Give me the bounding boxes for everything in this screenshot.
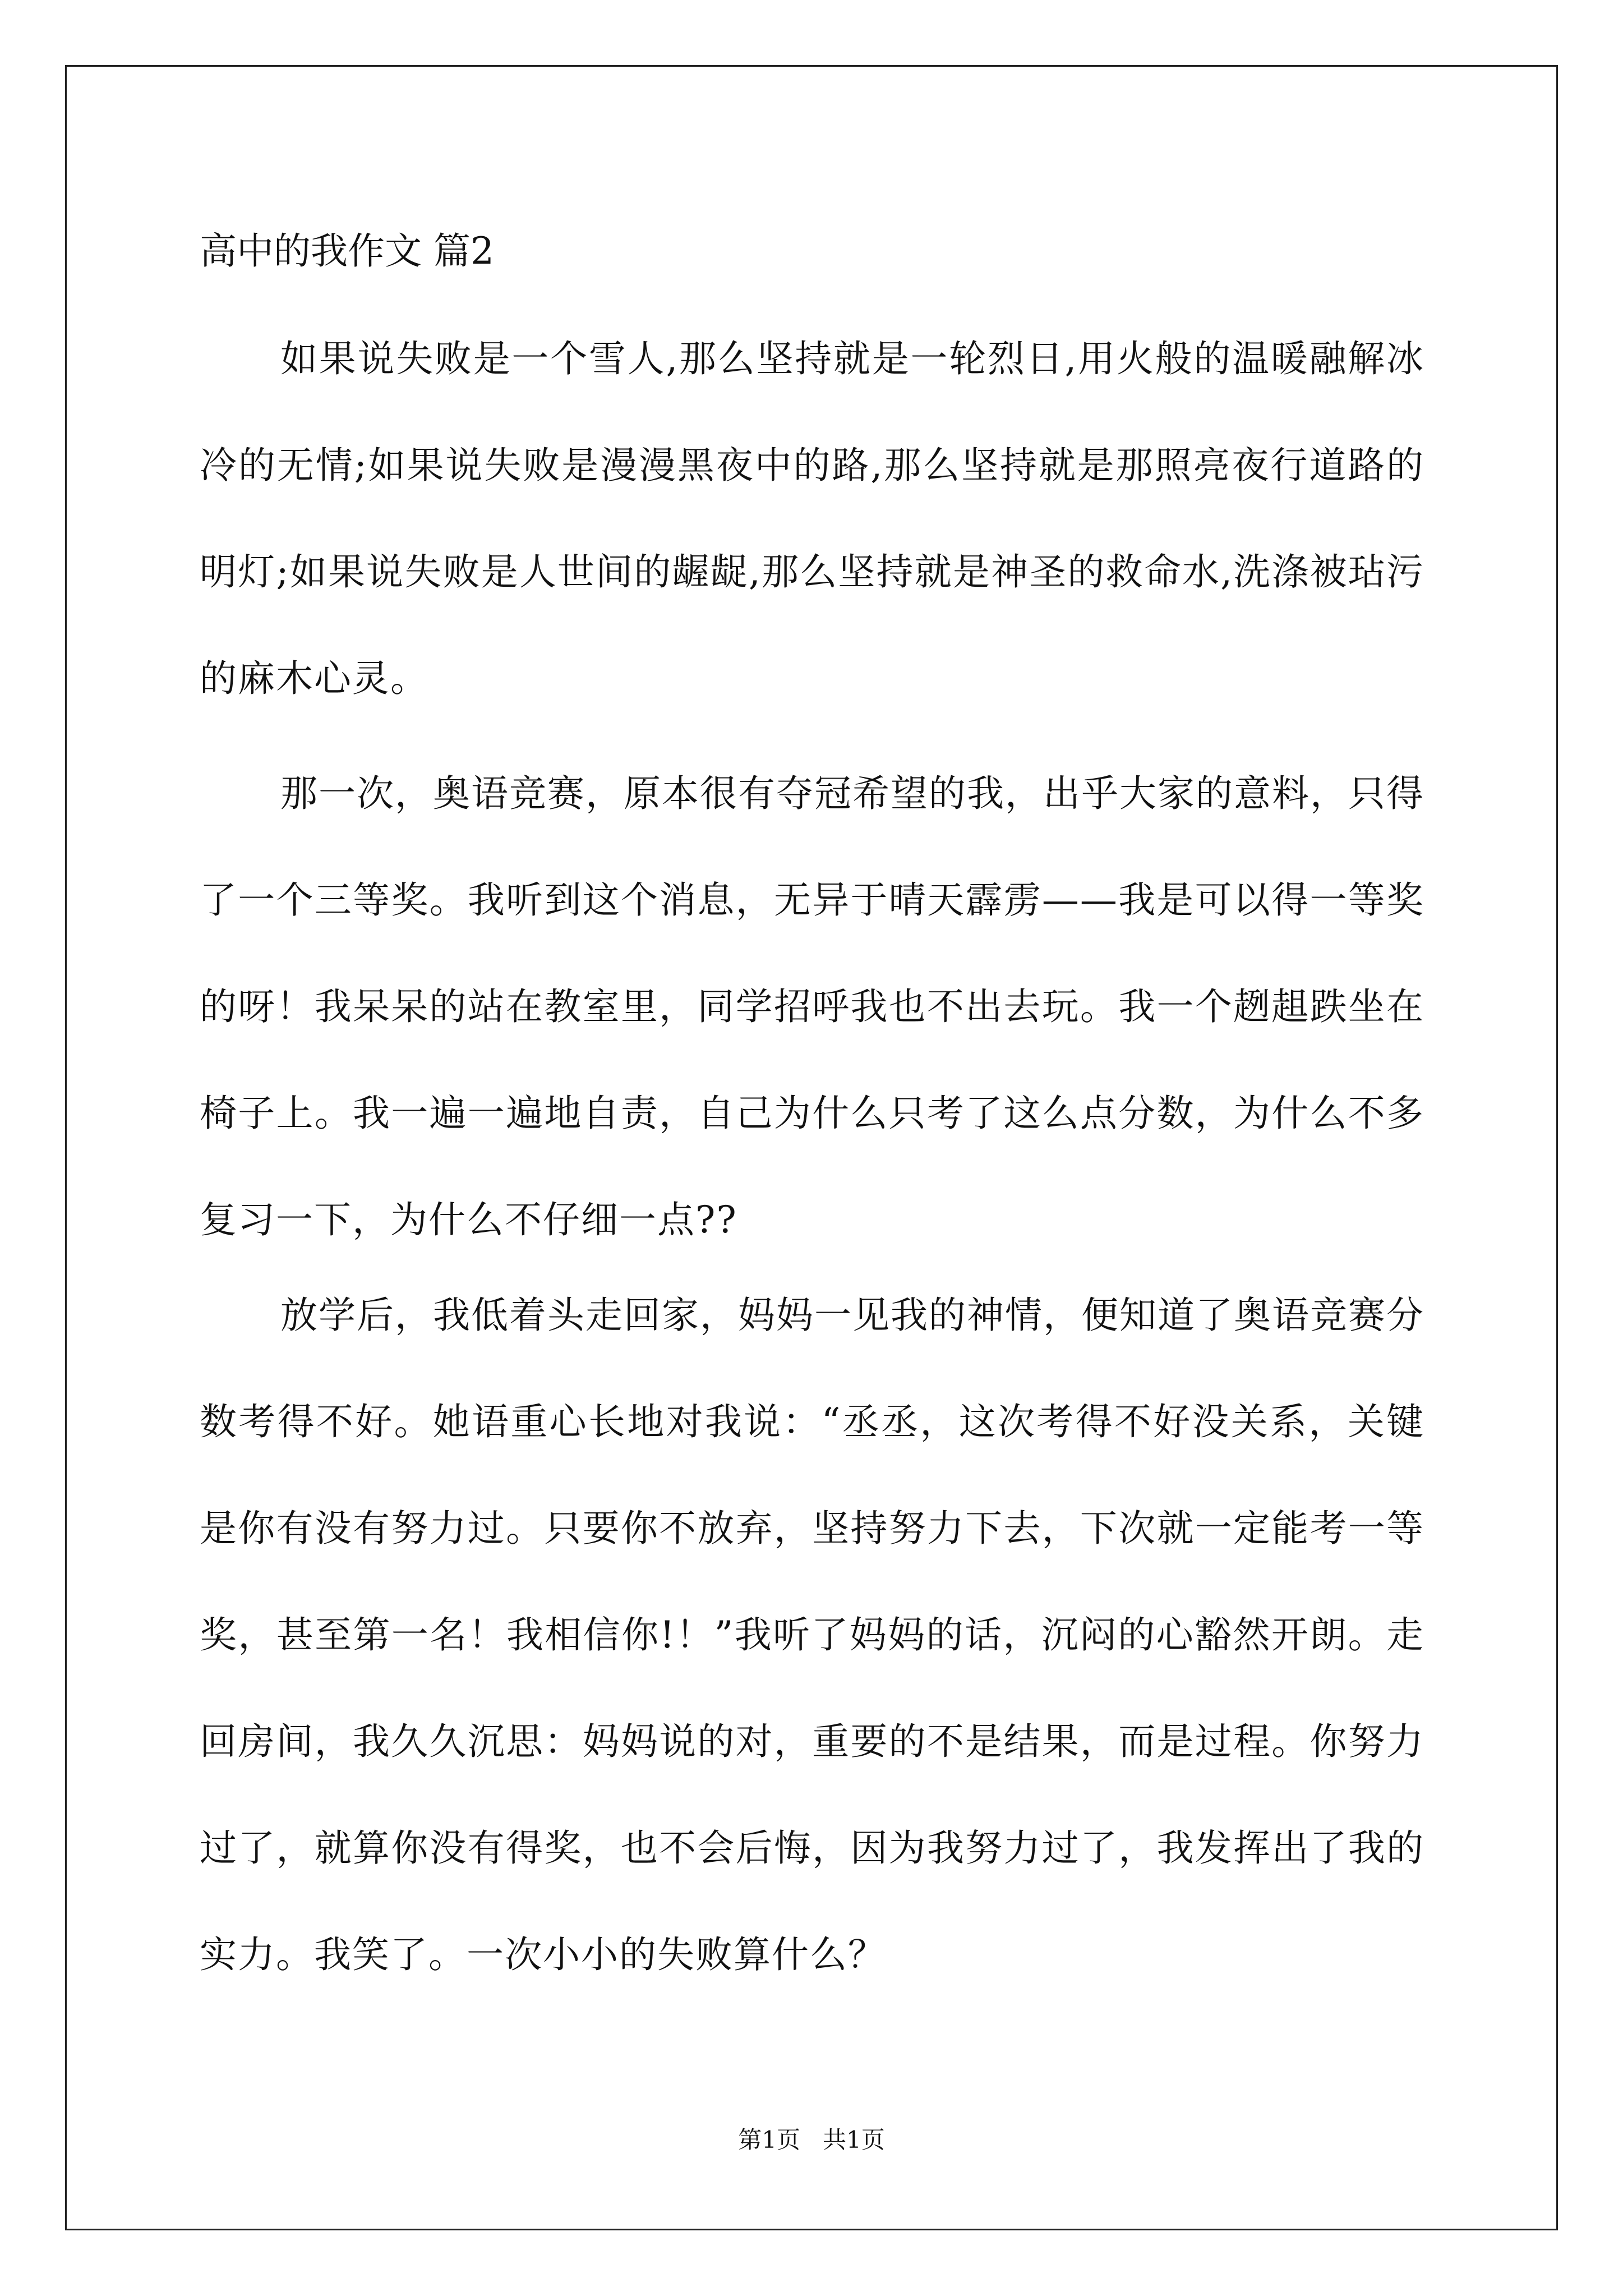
page-footer: 第1页 共1页 (738, 2126, 885, 2154)
paragraph-3: 放学后，我低着头走回家，妈妈一见我的神情，便知道了奥语竞赛分数考得不好。她语重心长地对我说：“丞丞，这次考得不好没关系，关键是你有没有努力过。只要你不放弃，坚持努力下去，下次就一定能考一等奖，甚至第一名！我相信你!！”我听了妈妈的话，沉闷的心豁然开朗。走回房间，我久久沉思：妈妈说的对，重要的不是结果，而是过程。你努力过了，就算你没有得奖，也不会后悔，因为我努力过了，我发挥出了我的实力。我笑了。一次小小的失败算什么？ (200, 1294, 1424, 1976)
paragraph-2: 那一次，奥语竞赛，原本很有夺冠希望的我，出乎大家的意料，只得了一个三等奖。我听到这个消息，无异于晴天霹雳——我是可以得一等奖的呀！我呆呆的站在教室里，同学招呼我也不出去玩。我一个趔趄跌坐在椅子上。我一遍一遍地自责，自己为什么只考了这么点分数，为什么不多复习一下，为什么不仔细一点?? (200, 772, 1424, 1241)
document-title: 高中的我作文 篇2 (200, 229, 494, 273)
paragraph-1: 如果说失败是一个雪人,那么坚持就是一轮烈日,用火般的温暖融解冰冷的无情;如果说失败是漫漫黑夜中的路,那么坚持就是那照亮夜行道路的明灯;如果说失败是人世间的龌龊,那么坚持就是神圣的救命水,洗涤被玷污的麻木心灵。 (200, 337, 1424, 700)
